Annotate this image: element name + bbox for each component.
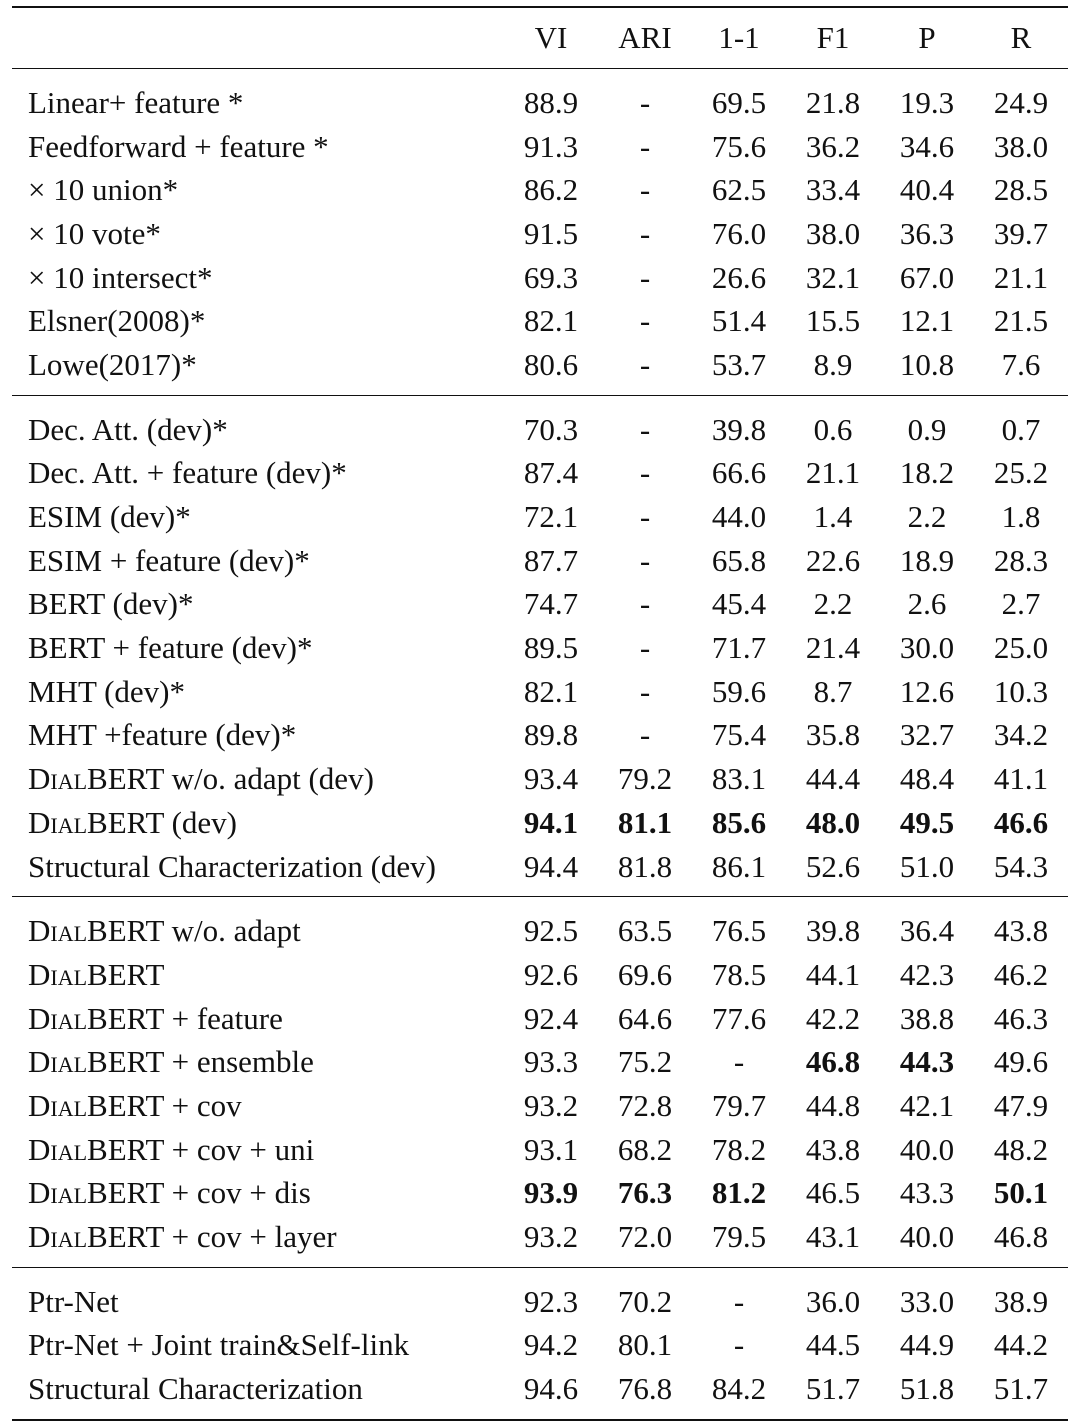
value-cell-ari: -: [639, 542, 651, 578]
value-cell-recall: 46.6: [993, 804, 1049, 840]
value-cell-one-to-one: 79.7: [711, 1087, 767, 1123]
value-cell-precision: 36.3: [899, 215, 955, 251]
value-cell-one-to-one: 79.5: [711, 1219, 767, 1255]
value-cell-f1: 8.9: [813, 346, 853, 382]
table-row: [12, 1367, 1068, 1420]
dial-small-caps: Dial: [28, 956, 88, 992]
value-cell-one-to-one: 81.2: [711, 1175, 767, 1211]
value-cell-recall: 43.8: [993, 913, 1049, 949]
value-cell-vi: 86.2: [523, 172, 579, 208]
method-cell: DialBERT + ensemble: [28, 1044, 314, 1080]
table-row: [12, 670, 1068, 714]
table-row: [12, 299, 1068, 343]
value-cell-f1: 38.0: [805, 215, 861, 251]
value-cell-recall: 34.2: [993, 717, 1049, 753]
value-cell-precision: 2.6: [907, 586, 947, 622]
value-cell-f1: 32.1: [805, 259, 861, 295]
value-cell-recall: 24.9: [993, 84, 1049, 120]
value-cell-precision: 36.4: [899, 913, 955, 949]
value-cell-ari: -: [639, 630, 651, 666]
value-cell-recall: 47.9: [993, 1087, 1049, 1123]
value-cell-f1: 48.0: [805, 804, 861, 840]
value-cell-vi: 82.1: [523, 303, 579, 339]
value-cell-vi: 69.3: [523, 259, 579, 295]
dial-small-caps: Dial: [28, 761, 88, 797]
table-row: [12, 583, 1068, 627]
table-row: [12, 125, 1068, 169]
method-cell: MHT +feature (dev)*: [28, 717, 297, 753]
value-cell-precision: 10.8: [899, 346, 955, 382]
method-cell: × 10 union*: [28, 172, 179, 208]
table-row: [12, 212, 1068, 256]
value-cell-f1: 8.7: [813, 673, 853, 709]
value-cell-f1: 52.6: [805, 848, 861, 884]
table-group-3: [12, 897, 1068, 1268]
value-cell-one-to-one: 84.2: [711, 1371, 767, 1407]
method-cell: DialBERT w/o. adapt: [28, 913, 301, 949]
value-cell-f1: 46.5: [805, 1175, 861, 1211]
value-cell-f1: 2.2: [813, 586, 853, 622]
value-cell-precision: 44.9: [899, 1327, 955, 1363]
value-cell-f1: 43.1: [805, 1219, 861, 1255]
table-row: [12, 845, 1068, 897]
value-cell-recall: 48.2: [993, 1131, 1049, 1167]
value-cell-one-to-one: 51.4: [711, 303, 767, 339]
value-cell-precision: 30.0: [899, 630, 955, 666]
method-cell: ESIM (dev)*: [28, 499, 191, 535]
value-cell-vi: 93.2: [523, 1087, 579, 1123]
table-row: [12, 1267, 1068, 1323]
value-cell-f1: 33.4: [805, 172, 861, 208]
value-cell-recall: 28.5: [993, 172, 1049, 208]
results-table: [12, 6, 1068, 1421]
value-cell-ari: -: [639, 84, 651, 120]
value-cell-one-to-one: 65.8: [711, 542, 767, 578]
value-cell-f1: 44.8: [805, 1087, 861, 1123]
value-cell-precision: 32.7: [899, 717, 955, 753]
value-cell-vi: 91.5: [523, 215, 579, 251]
value-cell-precision: 38.8: [899, 1000, 955, 1036]
table-row: [12, 168, 1068, 212]
method-cell: Dec. Att. + feature (dev)*: [28, 455, 347, 491]
value-cell-recall: 39.7: [993, 215, 1049, 251]
value-cell-f1: 1.4: [813, 499, 853, 535]
table-group-4: [12, 1267, 1068, 1420]
method-cell: × 10 intersect*: [28, 259, 213, 295]
method-cell: BERT (dev)*: [28, 586, 194, 622]
value-cell-recall: 54.3: [993, 848, 1049, 884]
method-cell: Ptr-Net + Joint train&Self-link: [28, 1327, 410, 1363]
value-cell-one-to-one: 26.6: [711, 259, 767, 295]
value-cell-ari: 81.1: [617, 804, 673, 840]
value-cell-f1: 44.4: [805, 761, 861, 797]
value-cell-ari: 69.6: [617, 956, 673, 992]
value-cell-vi: 93.3: [523, 1044, 579, 1080]
value-cell-f1: 42.2: [805, 1000, 861, 1036]
value-cell-precision: 34.6: [899, 128, 955, 164]
value-cell-ari: -: [639, 411, 651, 447]
value-cell-vi: 82.1: [523, 673, 579, 709]
table-row: [12, 757, 1068, 801]
dial-small-caps: Dial: [28, 1219, 88, 1255]
value-cell-recall: 21.1: [993, 259, 1049, 295]
value-cell-recall: 28.3: [993, 542, 1049, 578]
value-cell-one-to-one: 62.5: [711, 172, 767, 208]
value-cell-ari: 76.8: [617, 1371, 673, 1407]
value-cell-vi: 74.7: [523, 586, 579, 622]
value-cell-recall: 1.8: [1001, 499, 1041, 535]
value-cell-precision: 0.9: [907, 411, 947, 447]
value-cell-one-to-one: 76.5: [711, 913, 767, 949]
value-cell-ari: -: [639, 172, 651, 208]
value-cell-one-to-one: 78.2: [711, 1131, 767, 1167]
table-header: [12, 7, 1068, 69]
value-cell-f1: 44.1: [805, 956, 861, 992]
method-cell: DialBERT + cov: [28, 1087, 242, 1123]
value-cell-recall: 0.7: [1001, 411, 1041, 447]
value-cell-recall: 38.0: [993, 128, 1049, 164]
value-cell-recall: 51.7: [993, 1371, 1049, 1407]
header-method: [12, 7, 504, 69]
value-cell-f1: 51.7: [805, 1371, 861, 1407]
method-cell: Ptr-Net: [28, 1283, 119, 1319]
value-cell-vi: 94.6: [523, 1371, 579, 1407]
value-cell-one-to-one: 71.7: [711, 630, 767, 666]
table-row: [12, 1040, 1068, 1084]
header-precision: P: [918, 20, 936, 55]
value-cell-recall: 49.6: [993, 1044, 1049, 1080]
value-cell-one-to-one: -: [733, 1283, 745, 1319]
table-row: [12, 1172, 1068, 1216]
value-cell-ari: -: [639, 586, 651, 622]
value-cell-recall: 46.2: [993, 956, 1049, 992]
value-cell-precision: 40.0: [899, 1131, 955, 1167]
value-cell-precision: 51.0: [899, 848, 955, 884]
value-cell-ari: -: [639, 673, 651, 709]
table-row: [12, 997, 1068, 1041]
value-cell-recall: 50.1: [993, 1175, 1049, 1211]
value-cell-f1: 0.6: [813, 411, 853, 447]
value-cell-precision: 48.4: [899, 761, 955, 797]
value-cell-vi: 92.5: [523, 913, 579, 949]
dial-small-caps: Dial: [28, 804, 88, 840]
value-cell-precision: 44.3: [899, 1044, 955, 1080]
value-cell-recall: 25.2: [993, 455, 1049, 491]
value-cell-ari: 68.2: [617, 1131, 673, 1167]
value-cell-ari: 80.1: [617, 1327, 673, 1363]
method-cell: DialBERT + cov + dis: [28, 1175, 311, 1211]
table-row: [12, 539, 1068, 583]
value-cell-one-to-one: 39.8: [711, 411, 767, 447]
value-cell-precision: 49.5: [899, 804, 955, 840]
method-cell: ESIM + feature (dev)*: [28, 542, 310, 578]
value-cell-one-to-one: 69.5: [711, 84, 767, 120]
value-cell-f1: 36.0: [805, 1283, 861, 1319]
value-cell-vi: 72.1: [523, 499, 579, 535]
value-cell-ari: 79.2: [617, 761, 673, 797]
value-cell-vi: 92.6: [523, 956, 579, 992]
header-ari: ARI: [618, 20, 672, 55]
table-row: [12, 626, 1068, 670]
value-cell-one-to-one: 75.4: [711, 717, 767, 753]
value-cell-one-to-one: 83.1: [711, 761, 767, 797]
value-cell-ari: 76.3: [617, 1175, 673, 1211]
value-cell-vi: 70.3: [523, 411, 579, 447]
dial-small-caps: Dial: [28, 1087, 88, 1123]
value-cell-recall: 7.6: [1001, 346, 1041, 382]
method-cell: DialBERT + feature: [28, 1000, 283, 1036]
value-cell-recall: 21.5: [993, 303, 1049, 339]
method-cell: Lowe(2017)*: [28, 346, 197, 382]
dial-small-caps: Dial: [28, 1175, 88, 1211]
table-row: [12, 343, 1068, 395]
value-cell-vi: 93.9: [523, 1175, 579, 1211]
method-cell: DialBERT + cov + uni: [28, 1131, 315, 1167]
value-cell-recall: 46.3: [993, 1000, 1049, 1036]
value-cell-ari: 72.0: [617, 1219, 673, 1255]
method-cell: Structural Characterization: [28, 1371, 363, 1407]
value-cell-one-to-one: 59.6: [711, 673, 767, 709]
value-cell-vi: 93.1: [523, 1131, 579, 1167]
value-cell-one-to-one: 86.1: [711, 848, 767, 884]
value-cell-ari: 70.2: [617, 1283, 673, 1319]
value-cell-ari: 72.8: [617, 1087, 673, 1123]
method-cell: Structural Characterization (dev): [28, 848, 436, 884]
value-cell-precision: 33.0: [899, 1283, 955, 1319]
value-cell-ari: -: [639, 128, 651, 164]
value-cell-recall: 44.2: [993, 1327, 1049, 1363]
value-cell-vi: 91.3: [523, 128, 579, 164]
value-cell-ari: 64.6: [617, 1000, 673, 1036]
value-cell-ari: 75.2: [617, 1044, 673, 1080]
table-row: [12, 452, 1068, 496]
value-cell-ari: -: [639, 303, 651, 339]
value-cell-one-to-one: 53.7: [711, 346, 767, 382]
header-vi: VI: [534, 20, 568, 55]
value-cell-f1: 22.6: [805, 542, 861, 578]
table-row: [12, 801, 1068, 845]
value-cell-vi: 89.5: [523, 630, 579, 666]
method-cell: DialBERT (dev): [28, 804, 238, 840]
value-cell-precision: 19.3: [899, 84, 955, 120]
value-cell-precision: 43.3: [899, 1175, 955, 1211]
value-cell-precision: 18.2: [899, 455, 955, 491]
value-cell-f1: 21.8: [805, 84, 861, 120]
value-cell-vi: 87.7: [523, 542, 579, 578]
value-cell-precision: 40.0: [899, 1219, 955, 1255]
value-cell-precision: 42.3: [899, 956, 955, 992]
dial-small-caps: Dial: [28, 1000, 88, 1036]
value-cell-vi: 92.4: [523, 1000, 579, 1036]
table-row: [12, 1084, 1068, 1128]
value-cell-f1: 46.8: [805, 1044, 861, 1080]
method-cell: Dec. Att. (dev)*: [28, 411, 228, 447]
value-cell-precision: 42.1: [899, 1087, 955, 1123]
method-cell: Elsner(2008)*: [28, 303, 206, 339]
value-cell-ari: -: [639, 346, 651, 382]
value-cell-precision: 67.0: [899, 259, 955, 295]
value-cell-ari: 81.8: [617, 848, 673, 884]
method-cell: DialBERT + cov + layer: [28, 1219, 337, 1255]
value-cell-f1: 36.2: [805, 128, 861, 164]
table-group-1: [12, 69, 1068, 396]
header-f1: F1: [816, 20, 850, 55]
value-cell-one-to-one: 75.6: [711, 128, 767, 164]
value-cell-ari: 63.5: [617, 913, 673, 949]
value-cell-vi: 94.1: [523, 804, 579, 840]
table-row: [12, 395, 1068, 451]
value-cell-precision: 12.1: [899, 303, 955, 339]
table-row: [12, 69, 1068, 125]
value-cell-ari: -: [639, 455, 651, 491]
value-cell-vi: 93.2: [523, 1219, 579, 1255]
header-one-to-one: 1-1: [718, 20, 760, 55]
method-cell: DialBERT w/o. adapt (dev): [28, 761, 374, 797]
table-row: [12, 953, 1068, 997]
value-cell-ari: -: [639, 499, 651, 535]
value-cell-ari: -: [639, 717, 651, 753]
value-cell-one-to-one: -: [733, 1044, 745, 1080]
value-cell-precision: 2.2: [907, 499, 947, 535]
table-row: [12, 1324, 1068, 1368]
value-cell-one-to-one: 66.6: [711, 455, 767, 491]
value-cell-recall: 38.9: [993, 1283, 1049, 1319]
value-cell-f1: 35.8: [805, 717, 861, 753]
value-cell-f1: 21.1: [805, 455, 861, 491]
value-cell-f1: 39.8: [805, 913, 861, 949]
value-cell-vi: 94.4: [523, 848, 579, 884]
value-cell-one-to-one: 78.5: [711, 956, 767, 992]
dial-small-caps: Dial: [28, 1131, 88, 1167]
header-row: [12, 7, 1068, 69]
table-row: [12, 1128, 1068, 1172]
method-cell: Linear+ feature *: [28, 84, 244, 120]
method-cell: DialBERT: [28, 956, 165, 992]
value-cell-vi: 87.4: [523, 455, 579, 491]
value-cell-f1: 15.5: [805, 303, 861, 339]
value-cell-precision: 40.4: [899, 172, 955, 208]
value-cell-recall: 25.0: [993, 630, 1049, 666]
value-cell-ari: -: [639, 215, 651, 251]
table-row: [12, 897, 1068, 953]
value-cell-one-to-one: 45.4: [711, 586, 767, 622]
value-cell-one-to-one: -: [733, 1327, 745, 1363]
table-row: [12, 256, 1068, 300]
value-cell-one-to-one: 44.0: [711, 499, 767, 535]
value-cell-vi: 94.2: [523, 1327, 579, 1363]
table-group-2: [12, 395, 1068, 897]
value-cell-recall: 41.1: [993, 761, 1049, 797]
value-cell-f1: 44.5: [805, 1327, 861, 1363]
value-cell-vi: 88.9: [523, 84, 579, 120]
value-cell-recall: 10.3: [993, 673, 1049, 709]
dial-small-caps: Dial: [28, 913, 88, 949]
method-cell: MHT (dev)*: [28, 673, 185, 709]
value-cell-recall: 2.7: [1001, 586, 1041, 622]
value-cell-recall: 46.8: [993, 1219, 1049, 1255]
method-cell: BERT + feature (dev)*: [28, 630, 313, 666]
value-cell-vi: 80.6: [523, 346, 579, 382]
value-cell-ari: -: [639, 259, 651, 295]
method-cell: × 10 vote*: [28, 215, 161, 251]
value-cell-vi: 92.3: [523, 1283, 579, 1319]
table-row: [12, 1215, 1068, 1267]
value-cell-f1: 21.4: [805, 630, 861, 666]
value-cell-vi: 89.8: [523, 717, 579, 753]
value-cell-precision: 18.9: [899, 542, 955, 578]
value-cell-precision: 12.6: [899, 673, 955, 709]
value-cell-one-to-one: 77.6: [711, 1000, 767, 1036]
value-cell-precision: 51.8: [899, 1371, 955, 1407]
value-cell-one-to-one: 85.6: [711, 804, 767, 840]
value-cell-one-to-one: 76.0: [711, 215, 767, 251]
table-row: [12, 714, 1068, 758]
value-cell-f1: 43.8: [805, 1131, 861, 1167]
header-recall: R: [1010, 20, 1032, 55]
method-cell: Feedforward + feature *: [28, 128, 329, 164]
dial-small-caps: Dial: [28, 1044, 88, 1080]
value-cell-vi: 93.4: [523, 761, 579, 797]
table-row: [12, 495, 1068, 539]
